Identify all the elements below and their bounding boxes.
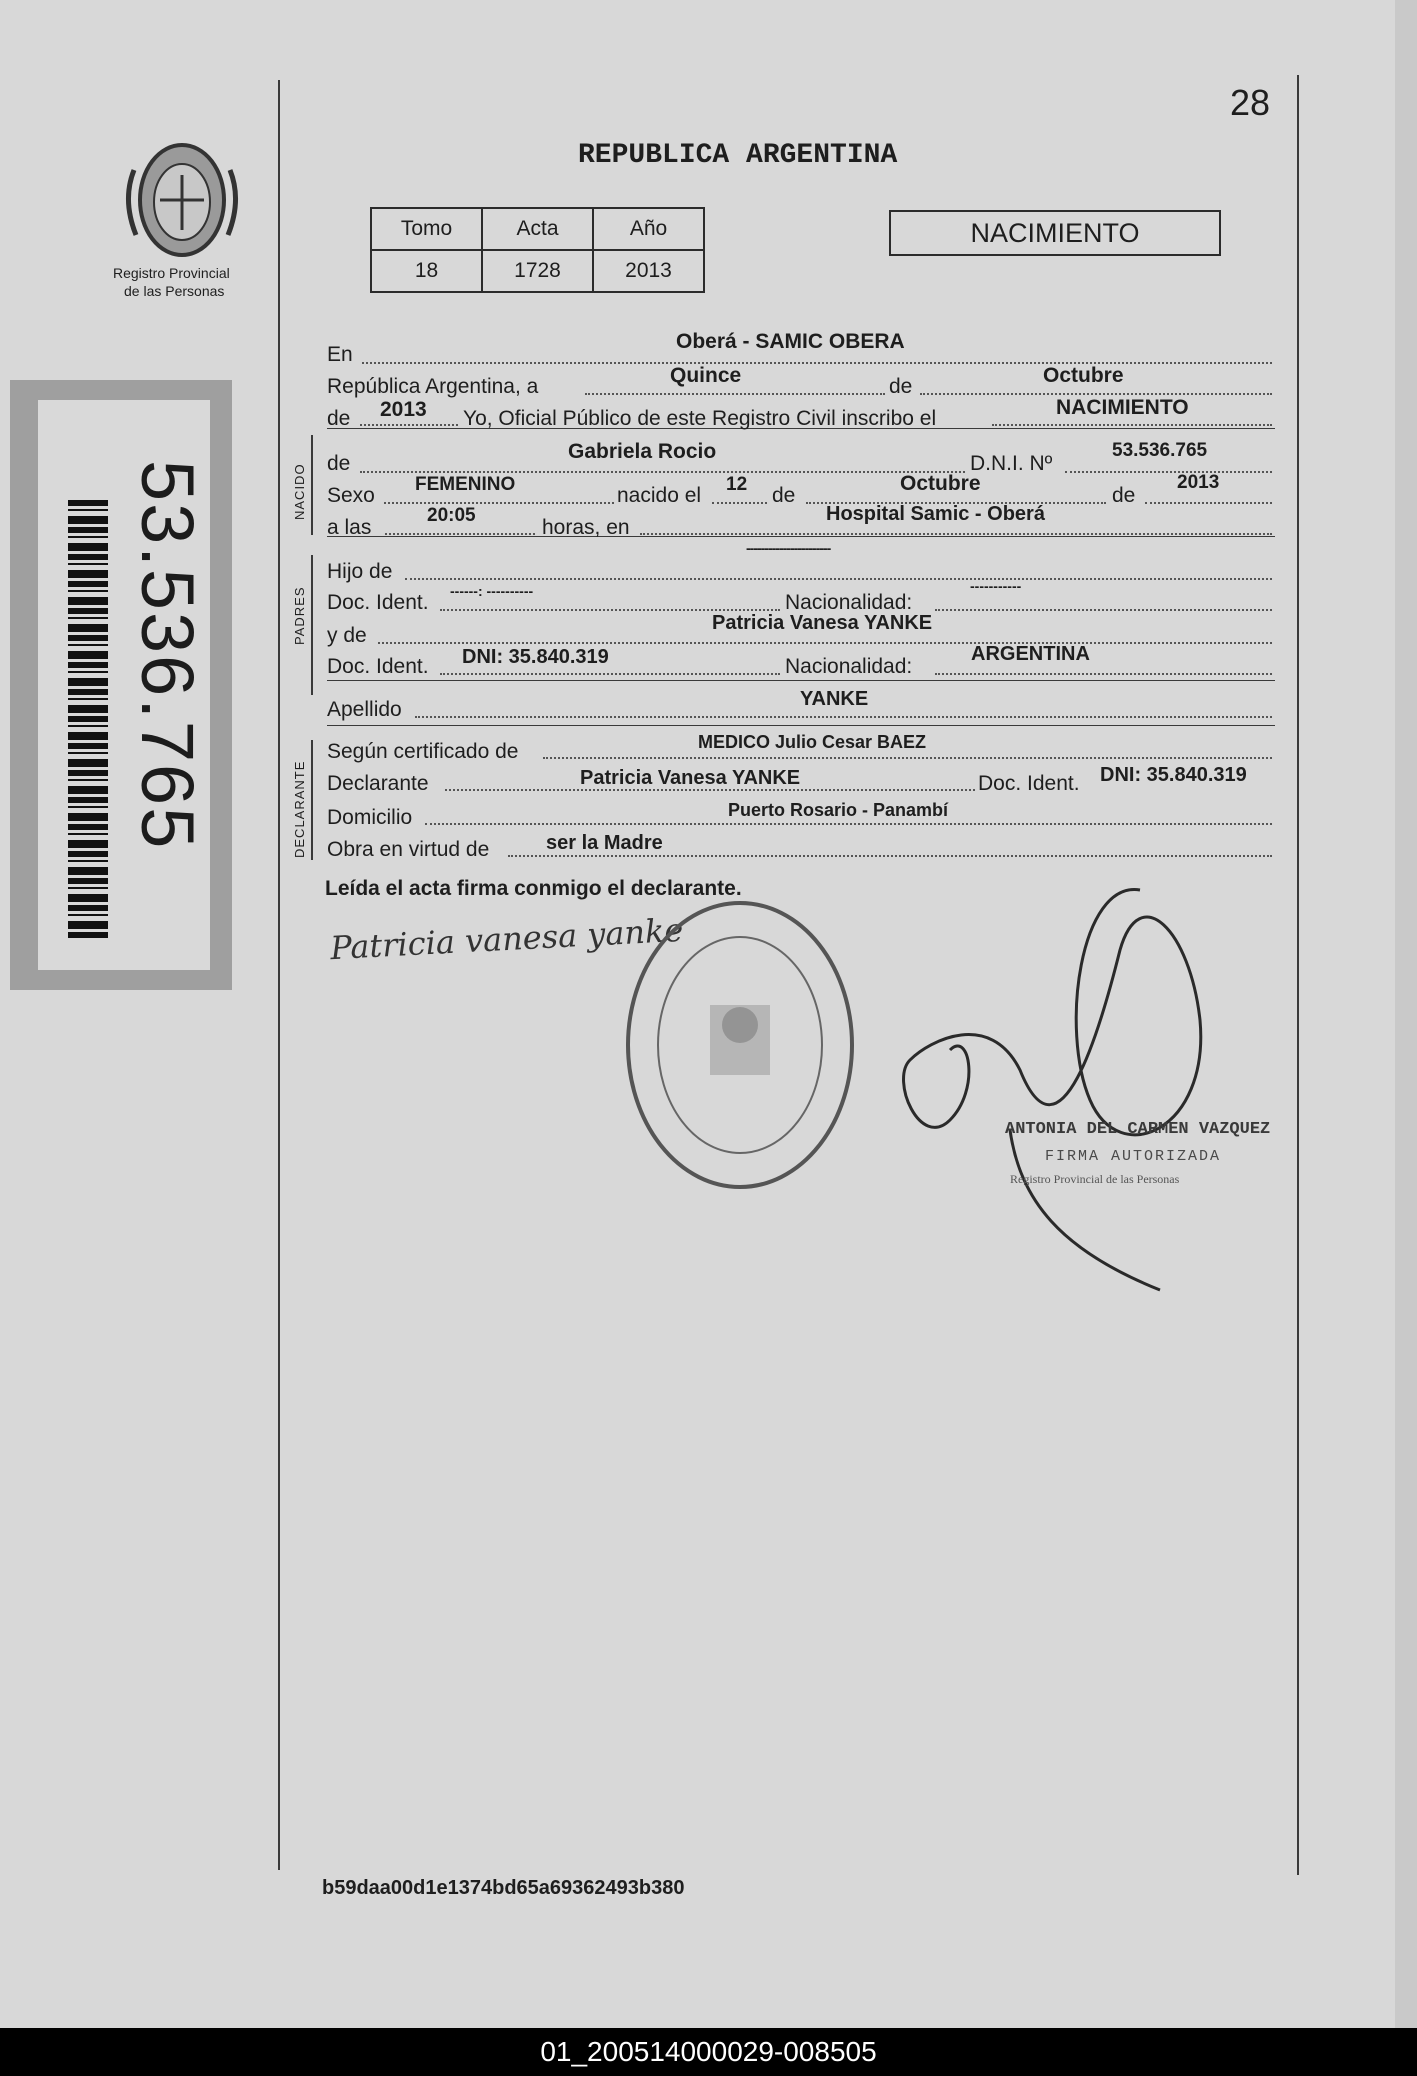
dots — [360, 424, 458, 426]
value-nombre: Gabriela Rocio — [568, 440, 717, 463]
dots — [384, 502, 614, 504]
leida-statement: Leída el acta firma conmigo el declarante. — [325, 877, 742, 900]
label-declarante: Declarante — [327, 772, 429, 795]
dots — [712, 502, 767, 504]
label-y-de: y de — [327, 624, 367, 647]
value-hijo-de: ----------------------- — [746, 540, 831, 556]
dots — [1065, 471, 1272, 473]
label-doc-ident-padre: Doc. Ident. — [327, 591, 429, 614]
record-type-box: NACIMIENTO — [889, 210, 1221, 256]
value-doc-declarante: DNI: 35.840.319 — [1100, 764, 1247, 786]
dots — [508, 855, 1272, 857]
nacido-section-rule — [311, 435, 313, 535]
value-obra: ser la Madre — [546, 832, 663, 854]
official-stamp-office: Registro Provincial de las Personas — [1010, 1172, 1180, 1186]
side-label-declarante: DECLARANTE — [292, 760, 307, 858]
dots — [1145, 502, 1272, 504]
value-lugar-nac: Hospital Samic - Oberá — [826, 503, 1045, 525]
dots — [378, 642, 1272, 644]
value-lugar: Oberá - SAMIC OBERA — [676, 330, 905, 353]
label-nacionalidad-padre: Nacionalidad: — [785, 591, 913, 614]
header-acta: Acta — [482, 208, 593, 250]
dots — [920, 393, 1272, 395]
separator-2 — [327, 536, 1275, 537]
logo-caption-1: Registro Provincial — [113, 265, 230, 281]
value-nac-madre: ARGENTINA — [971, 643, 1090, 665]
value-nac-padre: ----------- — [970, 578, 1022, 594]
value-anio: 2013 — [380, 398, 427, 421]
official-stamp-name: ANTONIA DEL CARMEN VAZQUEZ — [1005, 1120, 1271, 1139]
label-republica: República Argentina, a — [327, 375, 539, 398]
label-yo-oficial: Yo, Oficial Público de este Registro Civil inscribo el — [463, 407, 937, 430]
dots — [415, 716, 1272, 718]
label-dni: D.N.I. Nº — [970, 452, 1053, 475]
right-margin-rule — [1297, 75, 1299, 1875]
value-certificado: MEDICO Julio Cesar BAEZ — [698, 732, 927, 752]
label-hijo-de: Hijo de — [327, 560, 393, 583]
document-title: REPUBLICA ARGENTINA — [578, 140, 898, 171]
value-mes-nac: Octubre — [900, 472, 981, 495]
label-domicilio: Domicilio — [327, 806, 413, 829]
header-tomo: Tomo — [371, 208, 482, 250]
dots — [360, 471, 965, 473]
value-domicilio: Puerto Rosario - Panambí — [728, 800, 949, 820]
label-obra: Obra en virtud de — [327, 838, 490, 861]
label-segun: Según certificado de — [327, 740, 519, 763]
dots — [585, 393, 885, 395]
footer-file-id: 01_200514000029-008505 — [0, 2028, 1417, 2076]
dots — [640, 533, 1272, 535]
dots — [440, 673, 780, 675]
dots — [362, 362, 1272, 364]
logo-caption-2: de las Personas — [124, 283, 225, 299]
label-apellido: Apellido — [327, 698, 402, 721]
value-mes: Octubre — [1043, 364, 1124, 387]
label-de-anio-nac: de — [1112, 484, 1136, 507]
value-dia-nac: 12 — [726, 474, 748, 495]
label-sexo: Sexo — [327, 484, 375, 507]
value-declarante: Patricia Vanesa YANKE — [580, 767, 801, 789]
barcode-stamp — [10, 380, 232, 990]
declarante-signature: Patricia vanesa yanke — [329, 910, 685, 968]
dots — [935, 609, 1272, 611]
label-horas-en: horas, en — [542, 516, 630, 539]
value-tomo: 18 — [371, 250, 482, 292]
provincial-seal-logo — [122, 130, 242, 265]
label-nacido-el: nacido el — [617, 484, 702, 507]
page-edge — [1395, 0, 1417, 2028]
separator-3 — [327, 680, 1275, 681]
dots — [440, 609, 780, 611]
header-anio: Año — [593, 208, 704, 250]
label-de-mes: de — [772, 484, 796, 507]
value-acta: 1728 — [482, 250, 593, 292]
value-dia: Quince — [670, 364, 742, 387]
left-margin-rule — [278, 80, 280, 1870]
official-signature-scribble — [890, 870, 1260, 1300]
dots — [425, 823, 1272, 825]
registry-round-stamp — [615, 895, 865, 1205]
document-hash: b59daa00d1e1374bd65a69362493b380 — [322, 1877, 685, 1899]
barcode-number: 53.536.765 — [126, 460, 209, 851]
value-hora: 20:05 — [427, 505, 476, 526]
padres-section-rule — [311, 555, 313, 695]
dots — [543, 757, 1272, 759]
official-stamp-role: FIRMA AUTORIZADA — [1045, 1148, 1222, 1165]
label-doc-ident-declarante: Doc. Ident. — [978, 772, 1080, 795]
side-label-padres: PADRES — [292, 586, 307, 645]
label-a-las: a las — [327, 516, 372, 539]
page-number: 28 — [1230, 82, 1271, 123]
value-sexo: FEMENINO — [415, 474, 516, 495]
label-doc-ident-madre: Doc. Ident. — [327, 655, 429, 678]
value-doc-padre: ------: ---------- — [450, 583, 534, 599]
label-de: de — [889, 375, 913, 398]
value-anio: 2013 — [593, 250, 704, 292]
value-anio-nac: 2013 — [1177, 472, 1220, 493]
dots — [385, 533, 535, 535]
side-label-nacido: NACIDO — [292, 463, 307, 520]
label-nacionalidad-madre: Nacionalidad: — [785, 655, 913, 678]
dots — [992, 424, 1272, 426]
declarante-section-rule — [311, 740, 313, 860]
label-de-anio: de — [327, 407, 351, 430]
dots — [405, 578, 1272, 580]
value-doc-madre: DNI: 35.840.319 — [462, 646, 609, 668]
value-tipo: NACIMIENTO — [1056, 396, 1189, 419]
record-reference-table — [370, 207, 705, 293]
barcode-bars — [68, 500, 108, 940]
value-madre: Patricia Vanesa YANKE — [712, 612, 933, 634]
separator-4 — [327, 725, 1275, 726]
dots — [935, 673, 1272, 675]
label-de-nombre: de — [327, 452, 351, 475]
value-dni: 53.536.765 — [1112, 440, 1208, 461]
label-en: En — [327, 343, 353, 366]
value-apellido: YANKE — [800, 688, 869, 710]
